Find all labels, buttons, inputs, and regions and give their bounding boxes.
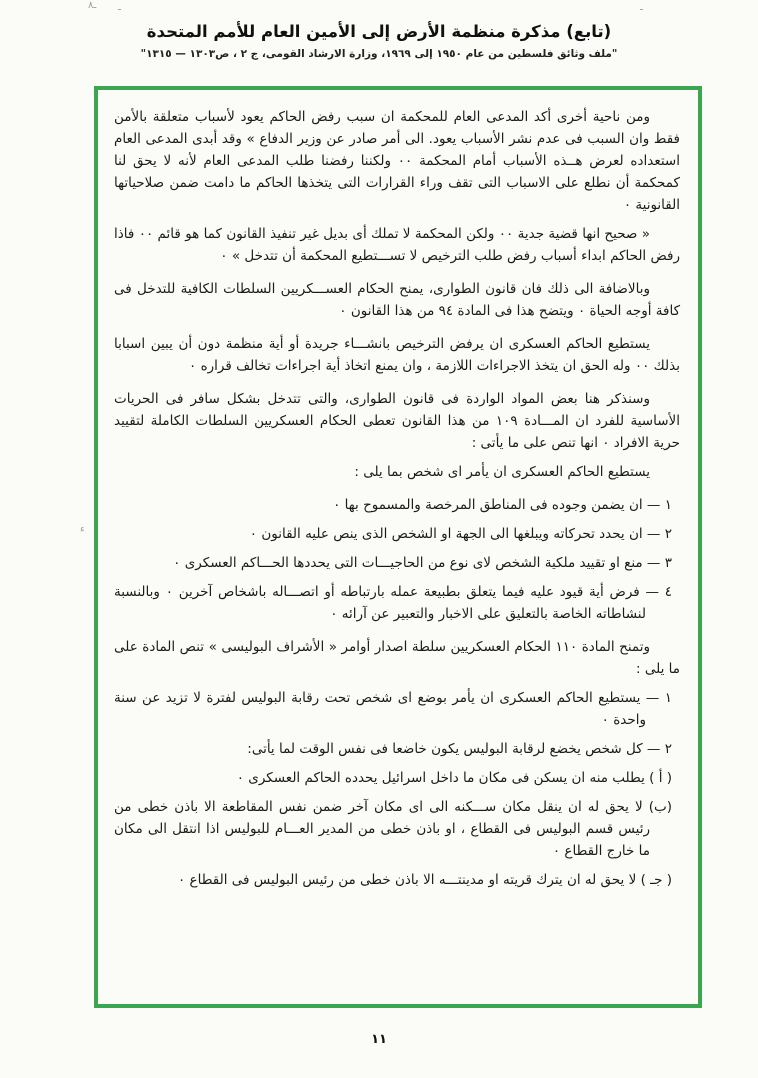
list-item: ٢ — كل شخص يخضع لرقابة البوليس يكون خاضعا فى نفس الوقت لما يأتى: bbox=[247, 741, 672, 757]
list-item: ١ — يستطيع الحاكم العسكرى ان يأمر بوضع اى شخص تحت رقابة البوليس لفترة لا تزيد عن سنة واحدة ٠ bbox=[114, 690, 672, 728]
paragraph: وبالاضافة الى ذلك فان قانون الطوارى، يمنح الحكام العســـكريين السلطات الكافية للتدخل فى كافة أوجه الحياة ٠ ويتضح هذا فى المادة ٩٤ من هذا القانون ٠ bbox=[114, 281, 680, 319]
scan-artifact: ء bbox=[80, 524, 85, 535]
document-title: (تابع) مذكرة منظمة الأرض إلى الأمين العام للأمم المتحدة bbox=[146, 22, 612, 41]
list-item: ٤ — فرض أية قيود عليه فيما يتعلق بطبيعة عمله بارتباطه أو اتصـــاله باشخاص آخرين ٠ وبالنسبة لنشاطاته الخاصة بالتعليق على الاخبار والتعبير عن آرائه ٠ bbox=[114, 584, 672, 622]
document-body bbox=[114, 106, 680, 891]
paragraph-quote: « صحيح انها قضية جدية ٠٠ ولكن المحكمة لا تملك أى بديل غير تنفيذ القانون كما هو قائم ٠٠ فاذا رفض الحاكم ابداء أسباب رفض طلب الترخيص لا تســـتطيع المحكمة أن تتدخل » ٠ bbox=[114, 226, 680, 264]
paragraph: ومن ناحية أخرى أكد المدعى العام للمحكمة ان سبب رفض الحاكم يعود لأسباب متعلقة بالأمن فقط وان السبب فى عدم نشر الأسباب يعود. الى أمر صادر عن وزير الدفاع » وقد أبدى المدعى العام استعداده لعرض هــذه الأسباب أمام المحكمة ٠٠ ولكننا رفضنا طلب المدعى العام لأنه لا يحق لنا كمحكمة أن نطلع على الاسباب التى تقف وراء القرارات التى يتخذها الحاكم ما دامت ضمن صلاحياتها القانونية ٠ bbox=[114, 109, 680, 213]
paragraph-intro: يستطيع الحاكم العسكرى ان يأمر اى شخص بما يلى : bbox=[354, 464, 650, 480]
page-number: ١١ bbox=[371, 1032, 387, 1047]
sub-list-item: ( جـ ) لا يحق له ان يترك قريته او مدينتـــه الا باذن خطى من رئيس البوليس فى القطاع ٠ bbox=[178, 872, 672, 888]
green-border-frame bbox=[94, 86, 702, 1008]
scan-artifact: ـ٨ bbox=[88, 0, 97, 11]
paragraph: وسنذكر هنا بعض المواد الواردة فى قانون الطوارى، والتى تتدخل بشكل سافر فى الحريات الأساسية للفرد ان المـــادة ١٠٩ من هذا القانون تعطى الحكام العسكريين السلطات الكاملة لتقييد حرية الافراد ٠ انها تنص على ما يأتى : bbox=[114, 391, 680, 451]
document-header bbox=[0, 22, 758, 60]
paragraph: وتمنح المادة ١١٠ الحكام العسكريين سلطة اصدار أوامر « الأشراف البوليسى » تنص المادة على ما يلى : bbox=[114, 639, 680, 677]
sub-list-item: ( أ ) يطلب منه ان يسكن فى مكان ما داخل اسرائيل يحدده الحاكم العسكرى ٠ bbox=[236, 770, 672, 786]
list-item: ٣ — منع او تقييد ملكية الشخص لاى نوع من الحاجيـــات التى يحددها الحـــاكم العسكرى ٠ bbox=[173, 555, 672, 571]
list-item: ١ — ان يضمن وجوده فى المناطق المرخصة والمسموح بها ٠ bbox=[333, 497, 672, 513]
scan-artifact: ـ bbox=[640, 2, 643, 13]
document-subtitle: "ملف وثائق فلسطين من عام ١٩٥٠ إلى ١٩٦٩، وزارة الارشاد القومى، ج ٢ ، ص١٣٠٣ — ١٣١٥" bbox=[140, 48, 618, 60]
paragraph: يستطيع الحاكم العسكرى ان يرفض الترخيص بانشـــاء جريدة أو أية منظمة دون أن يبين اسبابا بذلك ٠٠ وله الحق ان يتخذ الاجراءات اللازمة ، وان يمنع اتخاذ أية اجراءات تخالف قراره ٠ bbox=[114, 336, 680, 374]
list-item: ٢ — ان يحدد تحركاته ويبلغها الى الجهة او الشخص الذى ينص عليه القانون ٠ bbox=[249, 526, 672, 542]
scan-artifact: ـ bbox=[118, 2, 121, 13]
sub-list-item: (ب) لا يحق له ان ينقل مكان ســـكنه الى اى مكان آخر ضمن نفس المقاطعة الا باذن خطى من رئيس قسم البوليس فى القطاع ، او باذن خطى من المدير العـــام للبوليس اذا انتقل الى مكان ما خارج القطاع ٠ bbox=[114, 799, 672, 859]
